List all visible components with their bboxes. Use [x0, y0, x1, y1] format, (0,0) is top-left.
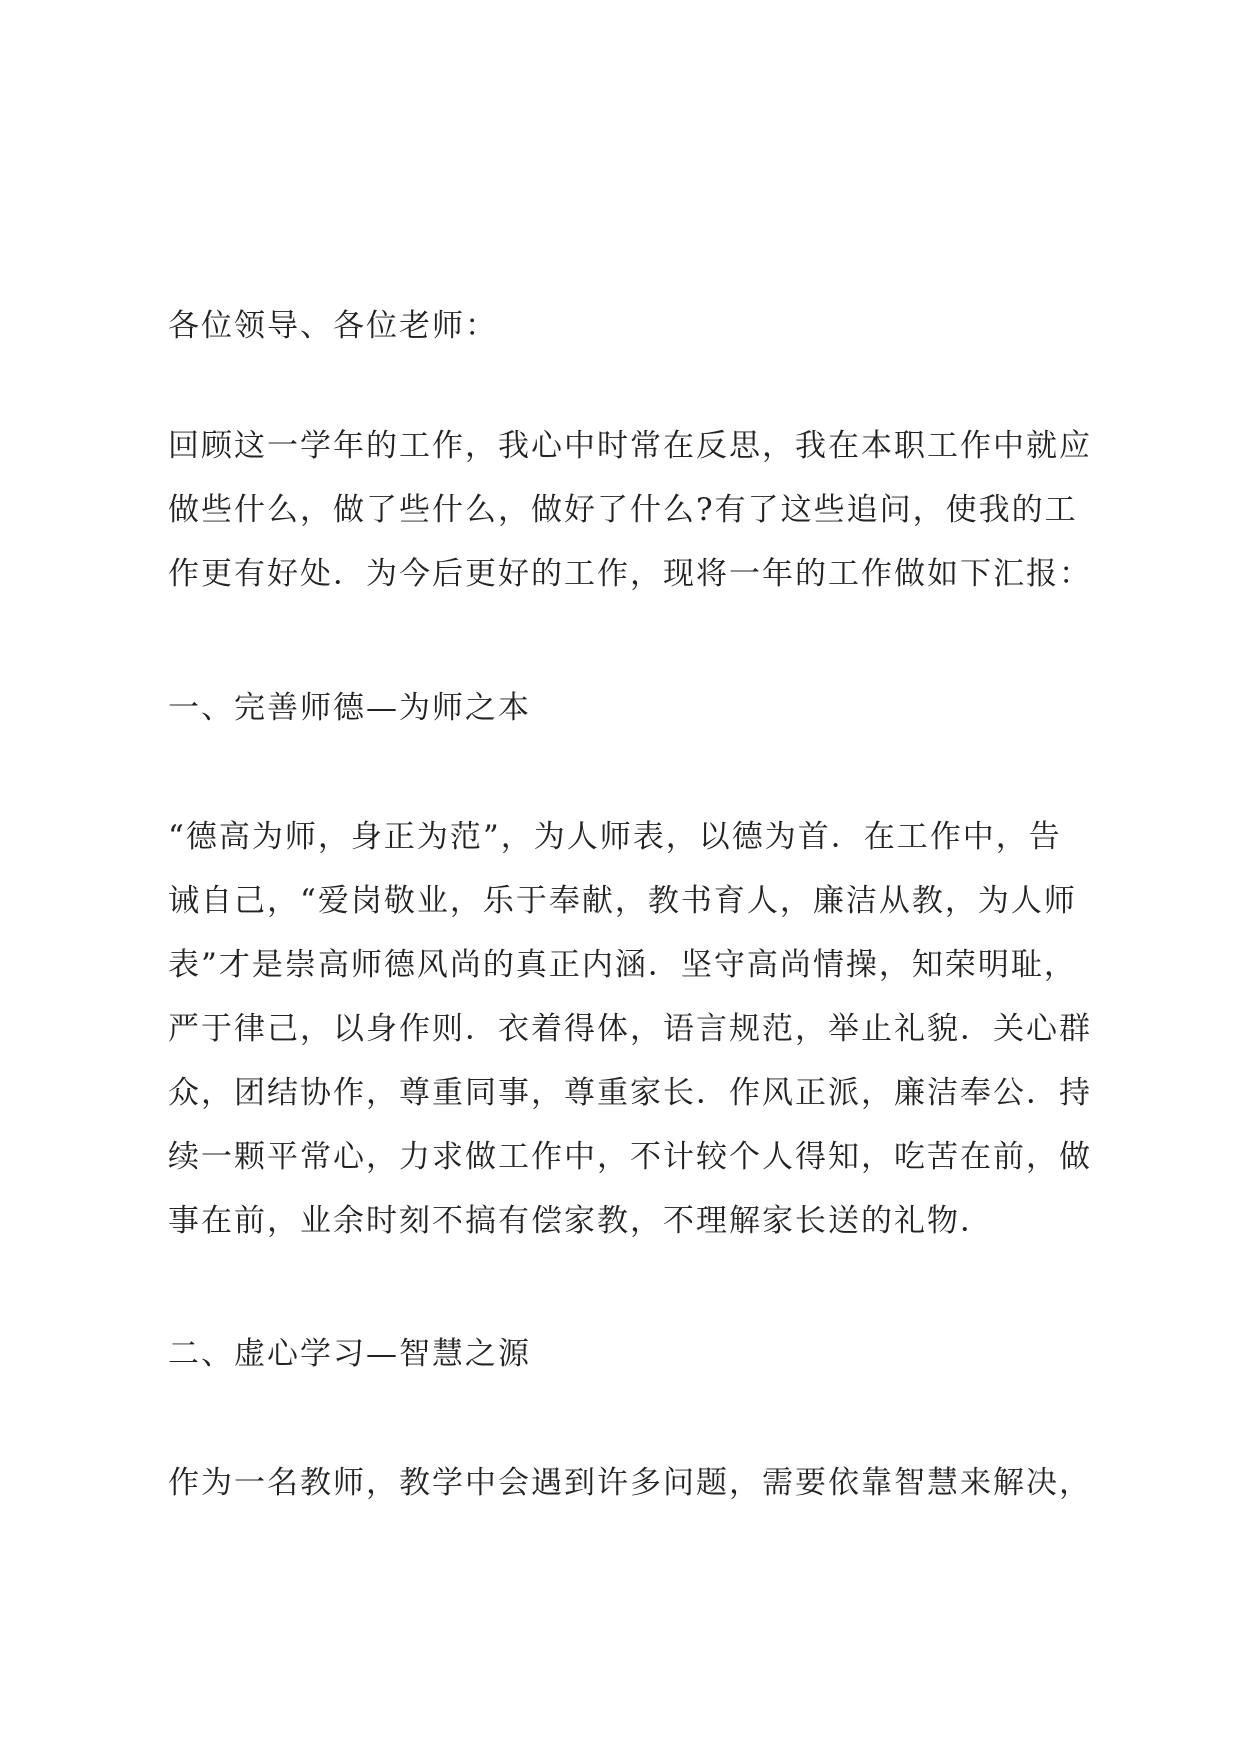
paragraph-line: 作为一名教师，教学中会遇到许多问题，需要依靠智慧来解决， — [168, 1465, 1092, 1501]
section-1-heading — [168, 676, 1098, 740]
section-heading-text: 一、完善师德—为师之本 — [168, 690, 531, 726]
greeting-line: 各位领导、各位老师： — [168, 308, 498, 344]
paragraph-line: 事在前，业余时刻不搞有偿家教，不理解家长送的礼物． — [168, 1203, 993, 1239]
paragraph-line: 严于律己，以身作则．衣着得体，语言规范，举止礼貌．关心群 — [168, 1011, 1092, 1047]
intro-line: 做些什么，做了些什么，做好了什么?有了这些追问，使我的工 — [168, 492, 1078, 528]
section-1-paragraph — [168, 805, 1098, 1253]
section-2-heading — [168, 1322, 1098, 1386]
paragraph-line: 众，团结协作，尊重同事，尊重家长．作风正派，廉洁奉公．持 — [168, 1075, 1092, 1111]
intro-line: 回顾这一学年的工作，我心中时常在反思，我在本职工作中就应 — [168, 428, 1092, 464]
greeting — [168, 294, 1098, 358]
paragraph-line: 表”才是崇高师德风尚的真正内涵．坚守高尚情操，知荣明耻， — [168, 947, 1077, 983]
section-2-paragraph — [168, 1451, 1098, 1515]
intro-line: 作更有好处．为今后更好的工作，现将一年的工作做如下汇报： — [168, 556, 1092, 592]
intro-paragraph — [168, 414, 1098, 606]
section-heading-text: 二、虚心学习—智慧之源 — [168, 1336, 531, 1372]
paragraph-line: 诫自己，“爱岗敬业，乐于奉献，教书育人，廉洁从教，为人师 — [168, 883, 1077, 919]
paragraph-line: 续一颗平常心，力求做工作中，不计较个人得知，吃苦在前，做 — [168, 1139, 1092, 1175]
paragraph-line: “德高为师，身正为范”，为人师表，以德为首．在工作中，告 — [168, 819, 1062, 855]
